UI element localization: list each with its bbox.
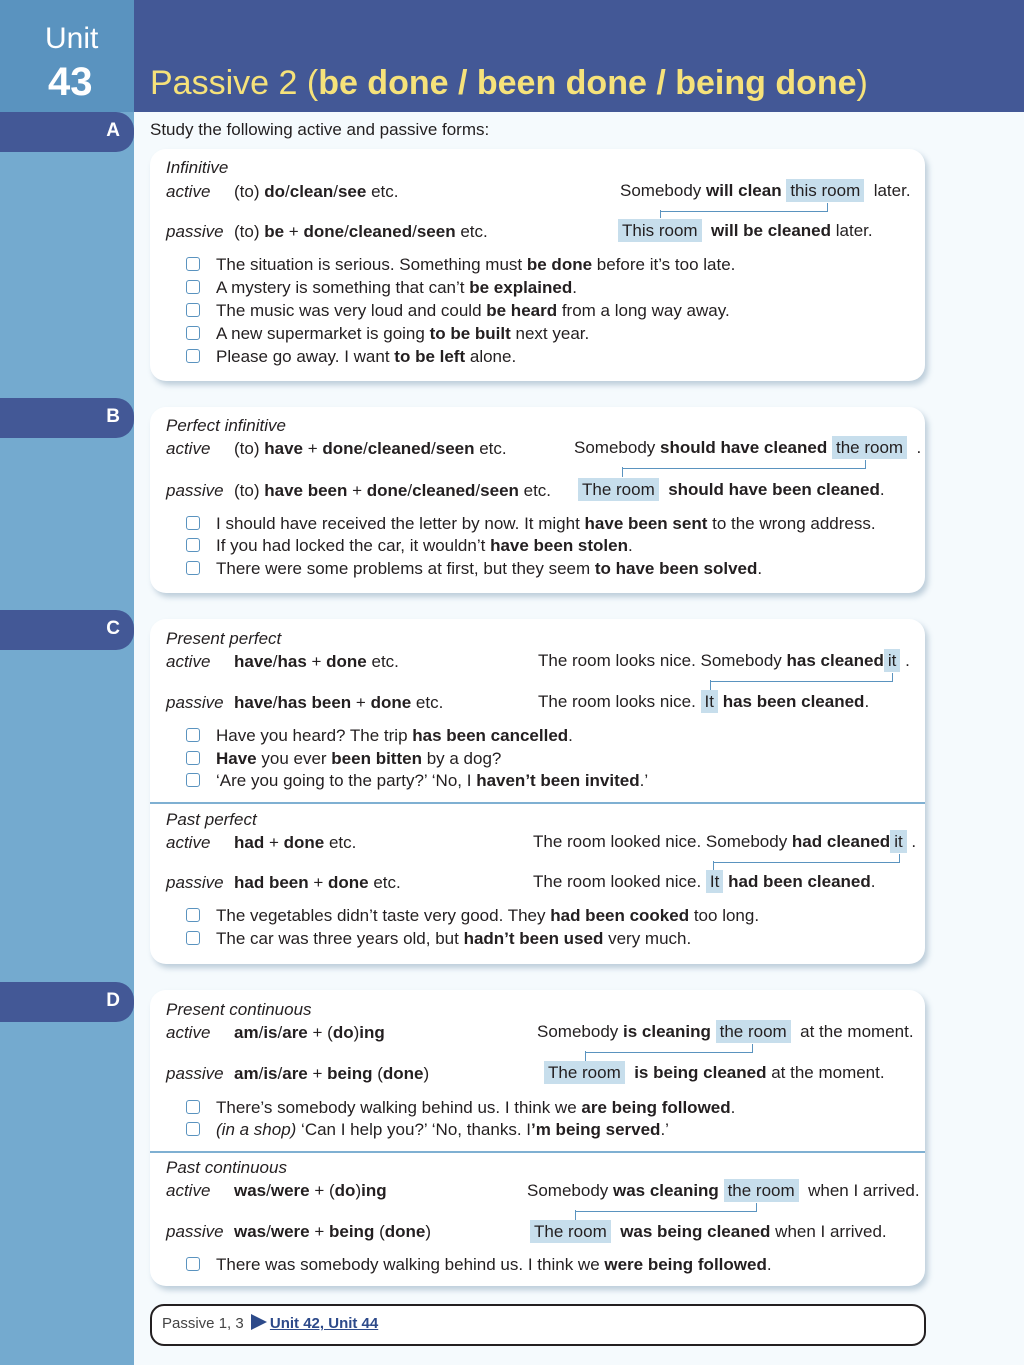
example-sentence: Have you ever been bitten by a dog? <box>186 749 501 769</box>
example-sentence: The vegetables didn’t taste very good. They had been cooked too long. <box>186 906 759 926</box>
checkbox-icon <box>186 1257 200 1271</box>
connector-line <box>585 1051 586 1061</box>
perfect-infinitive-passive-example: The room should have been cleaned. <box>578 480 885 500</box>
example-sentence: If you had locked the car, it wouldn’t have been stolen. <box>186 536 633 556</box>
connector-line <box>585 1044 753 1053</box>
perfect-infinitive-active-form: (to) have + done/cleaned/seen etc. <box>234 439 507 458</box>
divider-perfect <box>150 802 925 804</box>
checkbox-icon <box>186 349 200 363</box>
section-a-intro: Study the following active and passive forms: <box>150 120 490 139</box>
present-continuous-active-form: am/is/are + (do)ing <box>234 1023 385 1042</box>
checkbox-icon <box>186 728 200 742</box>
perfect-infinitive-active-example: Somebody should have cleaned the room . <box>574 438 922 457</box>
label-active: active <box>166 182 211 201</box>
example-sentence: The situation is serious. Something must be done before it’s too late. <box>186 255 735 275</box>
past-continuous-passive-example: The room was being cleaned when I arrived. <box>530 1222 887 1242</box>
past-continuous-active-form: was/were + (do)ing <box>234 1181 387 1200</box>
present-continuous-passive-example: The room is being cleaned at the moment. <box>544 1063 885 1083</box>
label-active: active <box>166 652 211 671</box>
arrow-right-icon <box>251 1314 267 1330</box>
section-tab-d: D <box>0 982 134 1022</box>
label-active: active <box>166 1181 211 1200</box>
example-sentence: The music was very loud and could be heard from a long way away. <box>186 301 730 321</box>
section-tab-c: C <box>0 610 134 650</box>
example-sentence: A mystery is something that can’t be explained. <box>186 278 577 298</box>
page-title: Passive 2 (be done / been done / being done) <box>150 64 868 102</box>
past-continuous-passive-form: was/were + being (done) <box>234 1222 432 1241</box>
present-perfect-active-example: The room looks nice. Somebody has cleaned it . <box>538 651 910 670</box>
past-perfect-passive-form: had been + done etc. <box>234 873 401 892</box>
unit-number: 43 <box>48 60 93 104</box>
label-passive: passive <box>166 481 224 500</box>
heading-infinitive: Infinitive <box>166 158 229 177</box>
perfect-infinitive-passive-form: (to) have been + done/cleaned/seen etc. <box>234 481 552 500</box>
past-perfect-active-form: had + done etc. <box>234 833 357 852</box>
label-passive: passive <box>166 1064 224 1083</box>
past-continuous-active-example: Somebody was cleaning the room when I arrived. <box>527 1181 920 1200</box>
example-sentence: There was somebody walking behind us. I think we were being followed. <box>186 1255 772 1275</box>
example-sentence: Please go away. I want to be left alone. <box>186 347 516 367</box>
unit-link[interactable]: Unit 42, Unit 44 <box>269 1315 379 1332</box>
unit-badge <box>0 0 134 112</box>
infinitive-passive-form: (to) be + done/cleaned/seen etc. <box>234 222 488 241</box>
example-sentence: The car was three years old, but hadn’t been used very much. <box>186 929 691 949</box>
present-continuous-passive-form: am/is/are + being (done) <box>234 1064 430 1083</box>
checkbox-icon <box>186 538 200 552</box>
connector-line <box>575 1210 576 1220</box>
label-active: active <box>166 439 211 458</box>
connector-line <box>660 210 661 218</box>
checkbox-icon <box>186 326 200 340</box>
connector-line <box>713 854 900 863</box>
checkbox-icon <box>186 931 200 945</box>
heading-present-perfect: Present perfect <box>166 629 282 648</box>
label-active: active <box>166 833 211 852</box>
label-passive: passive <box>166 873 224 892</box>
checkbox-icon <box>186 561 200 575</box>
past-perfect-passive-example: The room looked nice. It had been cleaned. <box>533 872 876 891</box>
example-sentence: ‘Are you going to the party?’ ‘No, I haven’t been invited.’ <box>186 771 648 791</box>
connector-line <box>622 460 866 469</box>
past-perfect-active-example: The room looked nice. Somebody had cleaned it . <box>533 832 917 851</box>
checkbox-icon <box>186 516 200 530</box>
checkbox-icon <box>186 257 200 271</box>
example-sentence: A new supermarket is going to be built next year. <box>186 324 589 344</box>
checkbox-icon <box>186 773 200 787</box>
example-sentence: There were some problems at first, but they seem to have been solved. <box>186 559 762 579</box>
present-perfect-passive-form: have/has been + done etc. <box>234 693 444 712</box>
connector-line <box>660 203 828 212</box>
checkbox-icon <box>186 1100 200 1114</box>
checkbox-icon <box>186 280 200 294</box>
infinitive-active-form: (to) do/clean/see etc. <box>234 182 399 201</box>
checkbox-icon <box>186 751 200 765</box>
left-sidebar <box>0 0 134 1365</box>
connector-line <box>622 467 623 477</box>
heading-present-continuous: Present continuous <box>166 1000 312 1019</box>
infinitive-active-example: Somebody will clean this room later. <box>620 181 911 200</box>
label-passive: passive <box>166 222 224 241</box>
connector-line <box>710 673 893 682</box>
example-sentence: I should have received the letter by now. It might have been sent to the wrong address. <box>186 514 876 534</box>
infinitive-passive-example: This room will be cleaned later. <box>618 221 873 241</box>
heading-perfect-infinitive: Perfect infinitive <box>166 416 286 435</box>
checkbox-icon <box>186 908 200 922</box>
section-tab-a: A <box>0 112 134 152</box>
divider-continuous <box>150 1151 925 1153</box>
example-sentence: Have you heard? The trip has been cancelled. <box>186 726 573 746</box>
checkbox-icon <box>186 1122 200 1136</box>
cross-reference: Passive 1, 3 Unit 42, Unit 44 <box>162 1315 379 1332</box>
checkbox-icon <box>186 303 200 317</box>
heading-past-perfect: Past perfect <box>166 810 257 829</box>
present-continuous-active-example: Somebody is cleaning the room at the moment. <box>537 1022 914 1041</box>
section-tab-b: B <box>0 398 134 438</box>
connector-line <box>710 680 711 690</box>
present-perfect-active-form: have/has + done etc. <box>234 652 399 671</box>
unit-word: Unit <box>45 22 99 55</box>
label-passive: passive <box>166 1222 224 1241</box>
example-sentence: There’s somebody walking behind us. I think we are being followed. <box>186 1098 735 1118</box>
connector-line <box>575 1203 757 1212</box>
present-perfect-passive-example: The room looks nice. It has been cleaned. <box>538 692 870 711</box>
heading-past-continuous: Past continuous <box>166 1158 287 1177</box>
label-active: active <box>166 1023 211 1042</box>
label-passive: passive <box>166 693 224 712</box>
example-sentence: (in a shop) ‘Can I help you?’ ‘No, thanks. I’m being served.’ <box>186 1120 669 1140</box>
